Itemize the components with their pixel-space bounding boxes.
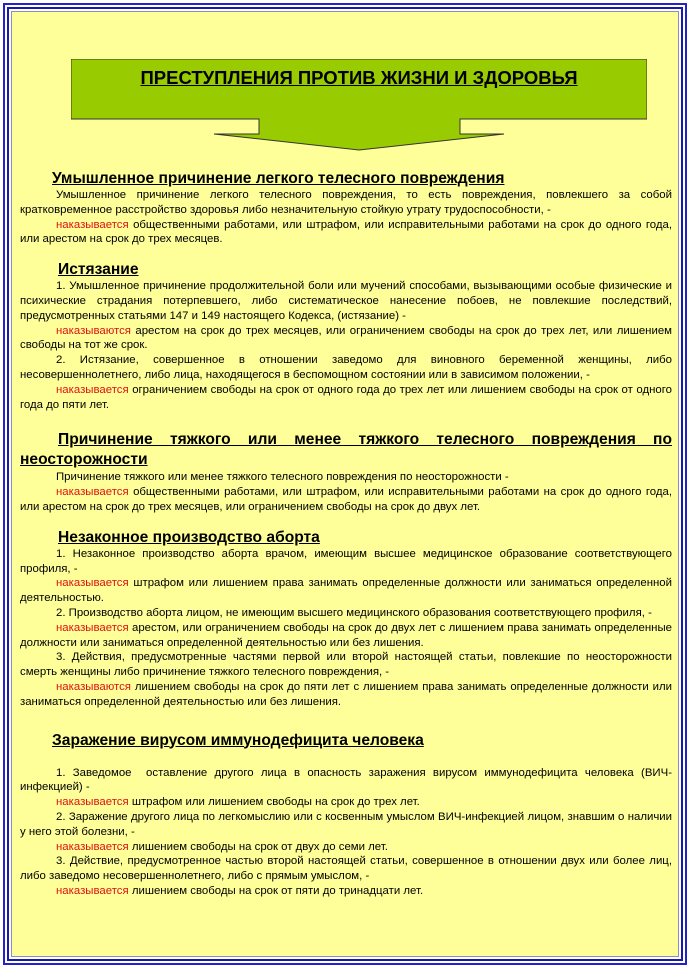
section-heading: Незаконное производство аборта bbox=[58, 528, 320, 546]
paragraph: 1. Умышленное причинение продолжительной боли или мучений способами, вызывающими особые физические и психические страдания потерпевшего, либо систематическое нанесение побоев, не повлекшие последствий, предусмотренных статьями 147 и 149 настоящего Кодекса, (истязание) - bbox=[20, 280, 672, 322]
paragraph: Причинение тяжкого или менее тяжкого телесного повреждения по неосторожности - bbox=[56, 471, 509, 484]
punishment-paragraph: наказываются лишением свободы на срок до пяти лет с лишением права занимать определенные должности или заниматься определенной деятельностью или без лишения. bbox=[20, 680, 672, 708]
punishment-label: наказывается bbox=[56, 884, 129, 897]
section-heading: Истязание bbox=[58, 261, 139, 279]
paragraph: 2. Заражение другого лица по легкомыслию или с косвенным умыслом ВИЧ-инфекцией лицом, знавшим о наличии у него этой болезни, - bbox=[20, 810, 672, 838]
section-heading: Умышленное причинение легкого телесного повреждения bbox=[52, 170, 505, 187]
paragraph: 1. Заведомое оставление другого лица в опасность заражения вирусом иммунодефицита человека (ВИЧ-инфекцией) - bbox=[20, 766, 672, 794]
section-heading: Причинение тяжкого или менее тяжкого телесного повреждения по неосторожности bbox=[20, 431, 672, 469]
punishment-label: наказывается bbox=[56, 218, 129, 231]
punishment-label: наказывается bbox=[56, 383, 129, 396]
section-illegal-abortion bbox=[20, 529, 672, 710]
title-banner-arrow bbox=[71, 59, 647, 159]
punishment-label: наказываются bbox=[56, 680, 131, 693]
punishment-paragraph: наказывается арестом, или ограничением свободы на срок до двух лет с лишением права занимать определенные должности или заниматься определенной деятельностью или без лишения. bbox=[20, 621, 672, 649]
punishment-paragraph: наказывается общественными работами, или штрафом, или исправительными работами на срок до одного года, или арестом на срок до трех месяцев, или ограничением свободы на срок до двух лет. bbox=[20, 486, 672, 513]
punishment-paragraph: наказывается штрафом или лишением права занимать определенные должности или заниматься определенной деятельностью. bbox=[20, 577, 672, 605]
punishment-paragraph: наказывается лишением свободы на срок от двух до семи лет. bbox=[56, 840, 388, 853]
document-body bbox=[20, 170, 672, 899]
paragraph: 2. Производство аборта лицом, не имеющим высшего медицинского образования соответствующего профиля, - bbox=[56, 606, 652, 619]
paragraph: 1. Незаконное производство аборта врачом, имеющим высшее медицинское образование соответствующего профиля, - bbox=[20, 547, 672, 575]
paragraph: Умышленное причинение легкого телесного повреждения, то есть повреждения, повлекшего за собой кратковременное расстройство здоровья либо незначительную стойкую утрату трудоспособности, - bbox=[20, 189, 672, 216]
punishment-paragraph: наказывается штрафом или лишением свободы на срок до трех лет. bbox=[56, 796, 420, 809]
punishment-paragraph: наказывается общественными работами, или штрафом, или исправительными работами на срок до одного года, или арестом на срок до трех месяцев. bbox=[20, 218, 672, 246]
punishment-paragraph: наказывается ограничением свободы на срок от одного года до трех лет или лишением свободы на срок от одного года до пяти лет. bbox=[20, 383, 672, 411]
section-negligent-injury bbox=[20, 430, 672, 514]
section-light-injury bbox=[20, 170, 672, 247]
punishment-label: наказывается bbox=[56, 577, 129, 590]
punishment-label: наказывается bbox=[56, 486, 129, 499]
section-torture bbox=[20, 261, 672, 412]
punishment-paragraph: наказывается лишением свободы на срок от пяти до тринадцати лет. bbox=[56, 884, 424, 897]
paragraph: 3. Действия, предусмотренные частями первой или второй настоящей статьи, повлекшие по неосторожности смерть женщины либо причинение тяжкого телесного повреждения, - bbox=[20, 651, 672, 679]
punishment-label: наказываются bbox=[56, 324, 131, 337]
paragraph: 2. Истязание, совершенное в отношении заведомо для виновного беременной женщины, либо несовершеннолетнего, либо лица, находящегося в беспомощном состоянии или в зависимом положении, - bbox=[20, 354, 672, 381]
paragraph: 3. Действие, предусмотренное частью второй настоящей статьи, совершенное в отношении двух или более лиц, либо заведомо несовершеннолетнего, либо с прямым умыслом, - bbox=[20, 855, 672, 883]
punishment-label: наказывается bbox=[56, 840, 129, 853]
punishment-paragraph: наказываются арестом на срок до трех месяцев, или ограничением свободы на срок до трех лет, или лишением свободы на тот же срок. bbox=[20, 324, 672, 352]
section-hiv-infection bbox=[20, 732, 672, 899]
punishment-label: наказывается bbox=[56, 621, 129, 634]
punishment-label: наказывается bbox=[56, 796, 129, 809]
section-heading: Заражение вирусом иммунодефицита человека bbox=[52, 731, 424, 749]
page-title: ПРЕСТУПЛЕНИЯ ПРОТИВ ЖИЗНИ И ЗДОРОВЬЯ bbox=[140, 67, 578, 88]
